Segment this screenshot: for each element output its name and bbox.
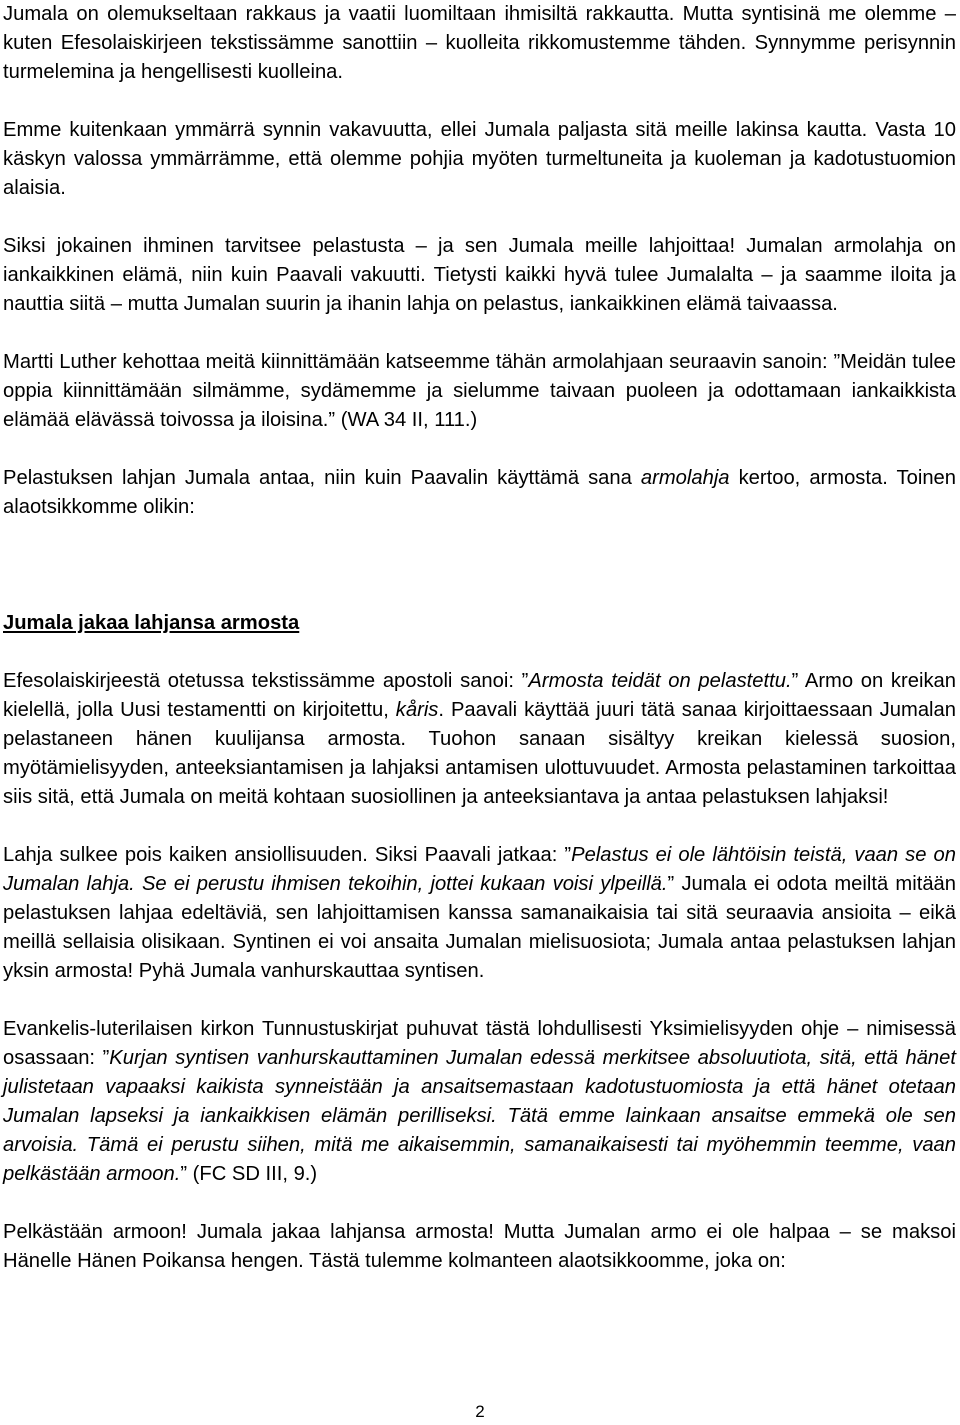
paragraph: [3, 232, 956, 319]
paragraph: [3, 841, 956, 986]
paragraph-text: ” Jumala ei odota meiltä mitään pelastuksen lahjaa edeltäviä, sen lahjoittamisen kanssa samanaikaisia tai sitä seuraavia ansioita – eikä meillä sellaisia olisikaan. Syntinen ei voi ansaita Jumalan mielisuosiota; Jumala antaa pelastuksen lahjan yksin armosta! Pyhä Jumala vanhurskauttaa syntisen.: [3, 873, 957, 982]
paragraph: [3, 1218, 956, 1276]
paragraph-text: Pelastuksen lahjan Jumala antaa, niin kuin Paavalin käyttämä sana: [3, 467, 641, 489]
paragraph-text: Martti Luther kehottaa meitä kiinnittämään katseemme tähän armolahjaan seuraavin sanoin: ”Meidän tulee oppia kiinnittämään silmämme, sydämemme ja sielumme taivaan puoleen ja odottamaan iankaikkista elämää elävässä toivossa ja iloisina.” (WA 34 II, 111.): [3, 351, 956, 431]
paragraph-text: Jumala on olemukseltaan rakkaus ja vaatii luomiltaan ihmisiltä rakkautta. Mutta syntisinä me olemme – kuten Efesolaiskirjeen tekstissämme sanottiin – kuolleita rikkomustemme tähden. Synnymme perisynnin turmelemina ja hengellisesti kuolleina.: [3, 3, 956, 83]
paragraph-text: Pelkästään armoon! Jumala jakaa lahjansa armosta! Mutta Jumalan armo ei ole halpaa – se maksoi Hänelle Hänen Poikansa hengen. Tästä tulemme kolmanteen alaotsikkoomme, joka on:: [3, 1221, 956, 1272]
document-page: [3, 0, 956, 1276]
paragraph: [3, 348, 956, 435]
section-heading: Jumala jakaa lahjansa armosta: [3, 612, 300, 634]
paragraph-text: Siksi jokainen ihminen tarvitsee pelastusta – ja sen Jumala meille lahjoittaa! Jumalan armolahja on iankaikkinen elämä, niin kuin Paavali vakuutti. Tietysti kaikki hyvä tulee Jumalalta – ja saamme iloita ja nauttia siitä – mutta Jumalan suurin ja ihanin lahja on pelastus, iankaikkinen elämä taivaassa.: [3, 235, 956, 315]
paragraph-text: Evankelis-luterilaisen kirkon Tunnustuskirjat puhuvat tästä lohdullisesti Yksimielisyyden ohje – nimisessä osassaan: ”: [3, 1018, 956, 1069]
italic-term: kåris: [395, 699, 439, 721]
paragraph-text: Lahja sulkee pois kaiken ansiollisuuden. Siksi Paavali jatkaa: ”: [3, 844, 572, 866]
page-number: 2: [475, 1402, 485, 1421]
paragraph-text: Emme kuitenkaan ymmärrä synnin vakavuutta, ellei Jumala paljasta sitä meille lakinsa kautta. Vasta 10 käskyn valossa ymmärrämme, että olemme pohjia myöten turmeltuneita ja kuoleman ja kadotustuomion alaisia.: [3, 119, 956, 199]
paragraph: [3, 116, 956, 203]
paragraph-text: ” Armo on kreikan kielellä, jolla Uusi testamentti on kirjoitettu,: [3, 670, 956, 721]
italic-quote: Kurjan syntisen vanhurskauttaminen Jumalan edessä merkitsee absoluutiota, sitä, että hänet julistetaan vapaaksi kaikista synneistään ja ansaitsemastaan kadotustuomiosta ja että hänet otetaan Jumalan lapseksi ja iankaikkisen elämän perilliseksi. Tätä emme lainkaan ansaitse emmekä ole sen arvoisia. Tämä ei perustu siihen, mitä me aikaisemmin, samanaikaisesti tai myöhemmin teemme, vaan pelkästään armoon.: [3, 1047, 956, 1185]
paragraph: [3, 464, 956, 522]
paragraph-text: kertoo, armosta. Toinen alaotsikkomme olikin:: [3, 467, 956, 518]
italic-quote: Armosta teidät on pelastettu.: [528, 670, 792, 692]
paragraph: [3, 0, 956, 87]
italic-term: armolahja: [640, 467, 730, 489]
paragraph: [3, 667, 956, 812]
italic-quote: Pelastus ei ole lähtöisin teistä, vaan se on Jumalan lahja. Se ei perustu ihmisen tekoihin, jottei kukaan voisi ylpeillä.: [3, 844, 956, 895]
paragraph-text: Efesolaiskirjeestä otetussa tekstissämme apostoli sanoi: ”: [3, 670, 529, 692]
paragraph: [3, 1015, 956, 1189]
paragraph-text: ” (FC SD III, 9.): [180, 1163, 318, 1185]
paragraph-text: . Paavali käyttää juuri tätä sanaa kirjoittaessaan Jumalan pelastaneen hänen kuulijansa armosta. Tuohon sanaan sisältyy kreikan kielessä suosion, myötämielisyyden, anteeksiantamisen ja lahjaksi antamisen ulottuvuudet. Armosta pelastaminen tarkoittaa siis sitä, että Jumala on meitä kohtaan suosiollinen ja anteeksiantava ja antaa pelastuksen lahjaksi!: [3, 699, 956, 808]
